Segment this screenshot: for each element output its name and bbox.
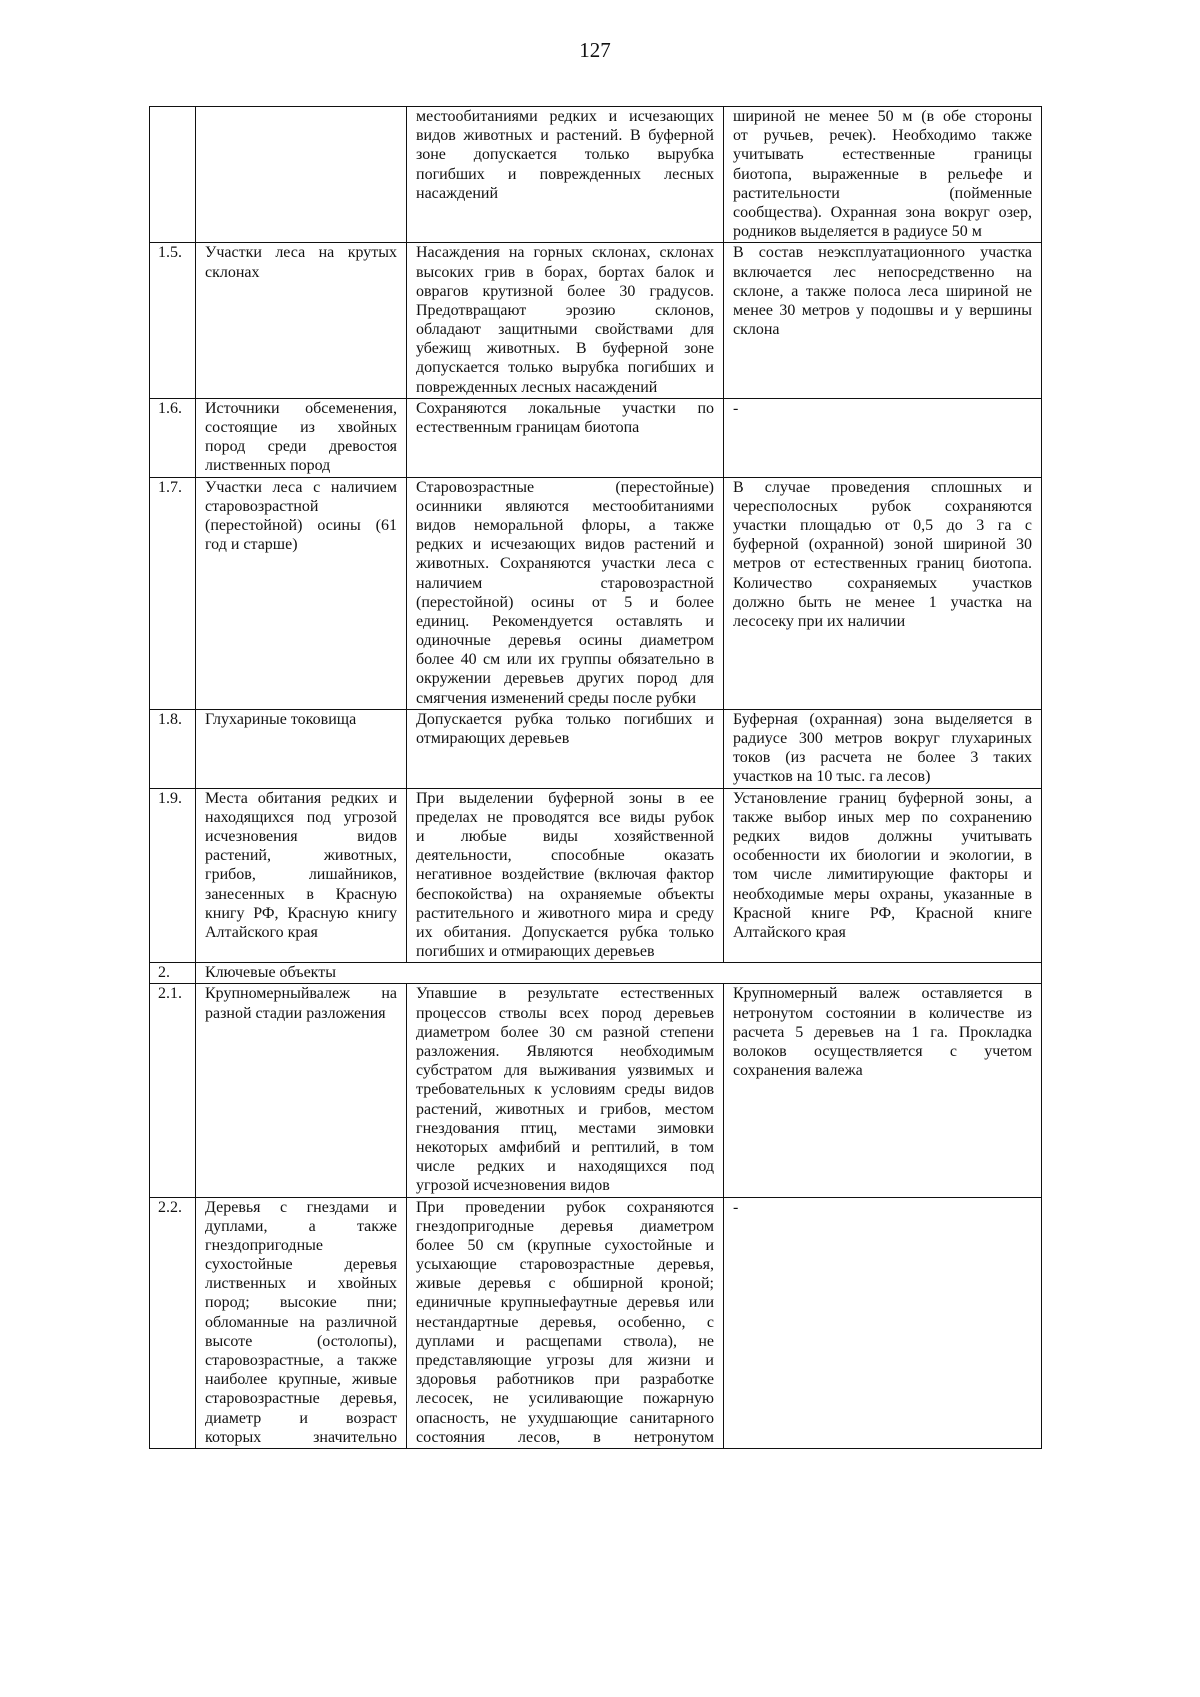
page-number: 127 — [579, 38, 611, 62]
text-line: усыхающие старовозрастные деревья, — [416, 1256, 714, 1274]
row-number: 1.6. — [158, 399, 182, 417]
text-line: старовозрастные, а также — [205, 1352, 397, 1369]
cell-description — [407, 984, 724, 1197]
text-line: числе редких и находящихся под — [416, 1158, 714, 1176]
text-line: растений, животных, — [205, 847, 397, 865]
row-number: 2.2. — [158, 1198, 182, 1216]
cell-number — [150, 984, 196, 1197]
text-line: местообитаниями редких и исчезающих — [416, 108, 714, 125]
cell-number — [150, 477, 196, 709]
text-line: наиболее крупные, живые — [205, 1371, 397, 1389]
table-row — [150, 963, 1042, 984]
table-row — [150, 107, 1042, 243]
cell-requirements — [724, 709, 1042, 788]
cell-number — [150, 398, 196, 477]
text-line: отмирающих деревьев — [416, 730, 570, 747]
text-line: Алтайского края — [205, 923, 318, 941]
text-line: дуплами и расщепами ствола), не — [416, 1332, 714, 1350]
cell-number — [150, 963, 196, 984]
cell-description — [407, 788, 724, 963]
cell-requirements — [724, 788, 1042, 963]
text-line: Участки леса с наличием — [205, 478, 397, 496]
row-number: 1.9. — [158, 789, 182, 807]
cell-requirements — [724, 107, 1042, 243]
cell-object — [196, 398, 407, 477]
text-line: Места обитания редких и — [205, 789, 397, 807]
text-line: угрозой исчезновения видов — [416, 1177, 610, 1195]
text-line: животных. Сохраняются участки леса с — [416, 555, 714, 573]
text-line: от ручьев, речек). Необходимо также — [733, 127, 1032, 145]
text-line: участки площадью от 0,5 до 3 га с — [733, 516, 1032, 534]
text-line: год и старше) — [205, 536, 298, 554]
text-line: учитывать естественные границы — [733, 146, 1032, 164]
text-line: осинники являются местообитаниями — [416, 497, 714, 515]
table-row — [150, 243, 1042, 399]
text-line: гнездопригодные — [205, 1236, 323, 1254]
cell-number — [150, 243, 196, 399]
text-line: также выбор иных мер по сохранению — [733, 808, 1032, 826]
text-line: старовозрастные деревья, — [205, 1390, 397, 1408]
text-line: одиночные деревья осины диаметром — [416, 632, 714, 650]
table-body — [150, 107, 1042, 1449]
text-line: пород; высокие пни; — [205, 1294, 397, 1312]
cell-description — [407, 398, 724, 477]
text-line: негативное воздействие (включая фактор — [416, 866, 714, 884]
cell-object — [196, 477, 407, 709]
text-line: погибших и поврежденных лесных — [416, 165, 714, 183]
cell-number — [150, 107, 196, 243]
text-line: лиственных и хвойных — [205, 1275, 397, 1293]
cell-number — [150, 1197, 196, 1448]
text-line: необходимые меры охраны, указанные в — [733, 885, 1032, 903]
text-line: Глухариные токовища — [205, 710, 357, 728]
text-line: менее 30 метров у подошвы и у вершины — [733, 301, 1032, 319]
text-line: Участки леса на крутых — [205, 244, 397, 262]
text-line: наличием старовозрастной — [416, 574, 714, 592]
text-line: склона — [733, 321, 780, 339]
text-line: высоких грив в борах, бортах балок и — [416, 263, 714, 281]
text-line: Количество сохраняемых участков — [733, 574, 1032, 592]
text-line: смягчения изменений среды после рубки — [416, 689, 697, 707]
cell-requirements — [724, 398, 1042, 477]
text-line: растений, животных и грибов, местом — [416, 1100, 714, 1118]
text-line: Насаждения на горных склонах, склонах — [416, 244, 714, 262]
text-line: нестандартные деревья, особенно, с — [416, 1313, 714, 1331]
table-row — [150, 788, 1042, 963]
text-line: книгу РФ, Красную книгу — [205, 904, 397, 922]
text-line: более 50 см (крупные сухостойные и — [416, 1236, 714, 1254]
cell-object — [196, 709, 407, 788]
text-line: - — [733, 399, 739, 417]
text-line: В состав неэксплуатационного участка — [733, 244, 1032, 262]
table-row — [150, 1197, 1042, 1448]
text-line: метров от естественных границ биотопа. — [733, 555, 1032, 573]
text-line: разной стадии разложения — [205, 1004, 386, 1022]
row-number — [158, 107, 193, 126]
text-line: опасность, не ухудшающие санитарного — [416, 1409, 714, 1427]
text-line: склоне, а также полоса леса шириной не — [733, 282, 1032, 300]
text-line: окружении деревьев других пород для — [416, 670, 714, 688]
text-line: сухостойные деревья — [205, 1256, 397, 1274]
text-line: поврежденных лесных насаждений — [416, 378, 658, 396]
cell-description — [407, 107, 724, 243]
table-row — [150, 709, 1042, 788]
text-line: гнездопригодные деревья диаметром — [416, 1217, 714, 1235]
table-row — [150, 984, 1042, 1197]
text-line: диаметром более 30 см разной степени — [416, 1023, 714, 1041]
text-line: дуплами, а также — [205, 1217, 397, 1235]
text-line: Допускается рубка только погибших и — [416, 710, 714, 728]
text-line: токов (из расчета не более 3 таких — [733, 749, 1032, 767]
cell-number — [150, 788, 196, 963]
text-line: волоков осуществляется с учетом — [733, 1043, 1032, 1060]
cell-description — [407, 243, 724, 399]
cell-description — [407, 709, 724, 788]
row-number: 2. — [158, 964, 170, 982]
text-line: обломанные на различной — [205, 1313, 397, 1331]
row-number: 1.5. — [158, 244, 182, 262]
text-line: некоторых амфибий и рептилий, в том — [416, 1138, 714, 1156]
text-line: диаметр и возраст — [205, 1409, 397, 1427]
text-line: убежищ животных. В буферной зоне — [416, 340, 714, 358]
text-line: Алтайского края — [733, 923, 846, 941]
text-line: Крупномерный валеж оставляется в — [733, 985, 1032, 1003]
text-line: Старовозрастные (перестойные) — [416, 478, 714, 496]
text-line: и любые виды хозяйственной — [416, 827, 714, 845]
text-line: редких видов должны учитывать — [733, 827, 1032, 845]
text-line: сохранения валежа — [733, 1062, 863, 1080]
text-line: зоне допускается только вырубка — [416, 146, 714, 164]
text-line: пределах не проводятся все виды рубок — [416, 808, 714, 826]
text-line: требовательных к условиям среды видов — [416, 1081, 714, 1099]
text-line: насаждений — [416, 184, 499, 202]
text-line: При выделении буферной зоны в ее — [416, 789, 714, 807]
text-line: (перестойной) осины от 5 и более — [416, 593, 714, 611]
text-line: погибших и отмирающих деревьев — [416, 943, 655, 961]
row-number: 1.7. — [158, 478, 182, 496]
text-line: пород среди древостоя — [205, 438, 397, 456]
cell-requirements — [724, 1197, 1042, 1448]
cell-description — [407, 1197, 724, 1448]
text-line: участков на 10 тыс. га лесов) — [733, 768, 931, 786]
data-table — [149, 106, 1042, 1449]
text-line: должно быть не менее 1 участка на — [733, 593, 1032, 611]
cell-requirements — [724, 984, 1042, 1197]
text-line: Упавшие в результате естественных — [416, 985, 714, 1003]
text-line: старовозрастной — [205, 497, 319, 515]
text-line: В случае проведения сплошных и — [733, 478, 1032, 496]
text-line: сообщества). Охранная зона вокруг озер, — [733, 203, 1032, 221]
text-line: чересполосных рубок сохраняются — [733, 497, 1032, 515]
cell-object — [196, 1197, 407, 1448]
text-line: которых значительно — [205, 1428, 397, 1446]
text-line: Красной книге РФ, Красной книге — [733, 904, 1032, 922]
text-line: состояния лесов, в нетронутом — [416, 1428, 714, 1446]
text-line: расчета 5 деревьев на 1 га. Прокладка — [733, 1023, 1032, 1041]
text-line: Установление границ буферной зоны, а — [733, 789, 1032, 807]
table-row — [150, 398, 1042, 477]
cell-requirements — [724, 243, 1042, 399]
text-line: редких и исчезающих видов растений и — [416, 536, 714, 554]
text-line: находящихся под угрозой — [205, 808, 397, 826]
text-line: Сохраняются локальные участки по — [416, 399, 714, 417]
text-line: их обитания. Допускается рубка только — [416, 923, 714, 941]
cell-requirements — [724, 477, 1042, 709]
text-line: радиусе 300 метров вокруг глухариных — [733, 730, 1032, 747]
text-line: оврагов крутизной более 30 градусов. — [416, 282, 714, 300]
text-line: процессов стволы всех пород деревьев — [416, 1004, 714, 1022]
text-line: естественным границам биотопа — [416, 419, 640, 436]
text-line: исчезновения видов — [205, 827, 397, 845]
text-line: шириной не менее 50 м (в обе стороны — [733, 108, 1032, 125]
text-line: (перестойной) осины (61 — [205, 516, 397, 534]
cell-object — [196, 243, 407, 399]
text-line: беспокойства) на охраняемые объекты — [416, 885, 714, 903]
text-line: гнездования птиц, местами зимовки — [416, 1119, 714, 1137]
text-line: - — [733, 1198, 739, 1216]
text-line: грибов, лишайников, — [205, 866, 397, 884]
cell-object — [196, 107, 407, 243]
text-line: включается лес непосредственно на — [733, 263, 1032, 281]
cell-object — [196, 788, 407, 963]
text-line: разложения. Являются необходимым — [416, 1043, 714, 1060]
text-line: биотопа, выраженные в рельефе и — [733, 165, 1032, 183]
text-line: состоящие из хвойных — [205, 419, 397, 436]
text-line: субстратом для выживания уязвимых и — [416, 1062, 714, 1080]
table-row — [150, 477, 1042, 709]
text-line: склонах — [205, 263, 260, 281]
text-line: деятельности, способные оказать — [416, 847, 714, 865]
cell-number — [150, 709, 196, 788]
text-line: видов животных и растений. В буферной — [416, 127, 714, 145]
row-number: 1.8. — [158, 710, 182, 728]
text-line: буферной (охранной) зоной шириной 30 — [733, 536, 1032, 554]
cell-object — [196, 984, 407, 1197]
text-line: единичные крупныефаутные деревья или — [416, 1294, 714, 1312]
text-line: растительного и животного мира и среду — [416, 904, 714, 922]
cell-description — [407, 477, 724, 709]
text-line: представляющие угрозы для жизни и — [416, 1352, 714, 1369]
text-line: единиц. Рекомендуется оставлять и — [416, 612, 714, 630]
text-line: При проведении рубок сохраняются — [416, 1198, 714, 1216]
text-line: Буферная (охранная) зона выделяется в — [733, 710, 1032, 728]
text-line: допускается только вырубка погибших и — [416, 359, 714, 377]
row-number: 2.1. — [158, 985, 182, 1003]
text-line: здоровья работников при разработке — [416, 1371, 714, 1389]
text-line: видов неморальной флоры, а также — [416, 516, 714, 534]
cell-section-title — [196, 963, 1042, 984]
text-line: более 40 см или их группы обязательно в — [416, 651, 714, 669]
text-line: нетронутом состоянии в количестве из — [733, 1004, 1032, 1022]
text-line: Деревья с гнездами и — [205, 1198, 397, 1216]
text-line: Предотвращают эрозию склонов, — [416, 301, 714, 319]
text-line: занесенных в Красную — [205, 885, 397, 903]
text-line: Ключевые объекты — [205, 964, 336, 982]
text-line: живые деревья с обширной кроной; — [416, 1275, 714, 1293]
text-line: обладают защитными свойствами для — [416, 321, 714, 339]
text-line: Источники обсеменения, — [205, 399, 397, 417]
text-line: растительности (пойменные — [733, 184, 1032, 202]
text-line: высоте (остолопы), — [205, 1332, 397, 1350]
text-line: лиственных пород — [205, 457, 331, 475]
text-line: лесосек, не усиливающие пожарную — [416, 1390, 714, 1408]
text-line: Крупномерныйвалеж на — [205, 985, 397, 1003]
text-line: особенности их биологии и экологии, в — [733, 847, 1032, 865]
text-line: родников выделяется в радиусе 50 м — [733, 223, 982, 241]
text-line: том числе лимитирующие факторы и — [733, 866, 1032, 884]
text-line: лесосеку при их наличии — [733, 612, 906, 630]
